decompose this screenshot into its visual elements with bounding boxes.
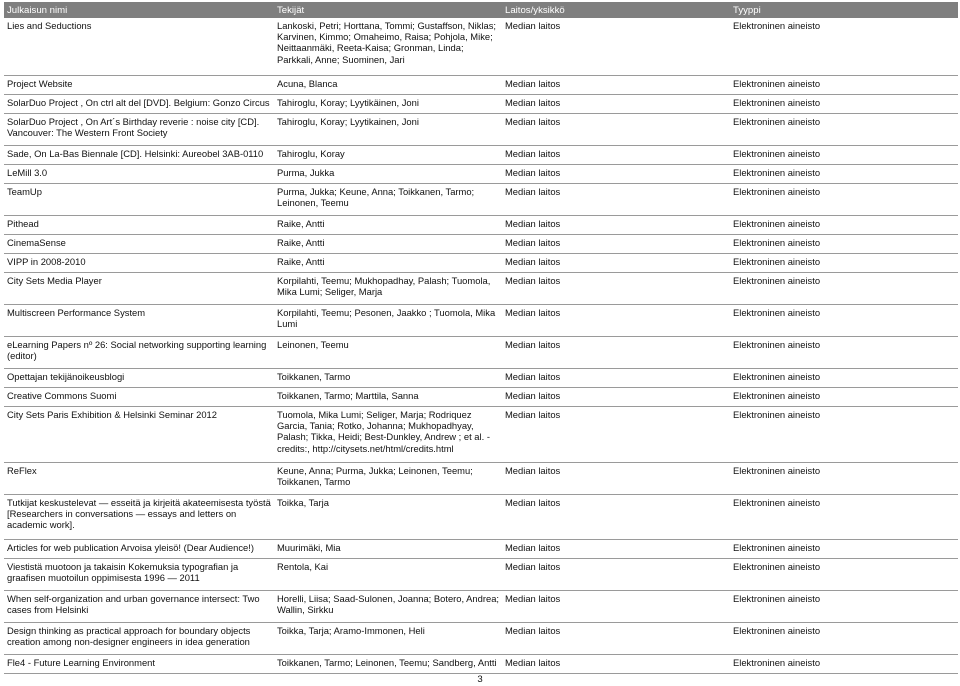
cell-type: Elektroninen aineisto [730,495,958,540]
table-row [4,216,958,235]
cell-authors: Acuna, Blanca [274,76,502,95]
table-row [4,146,958,165]
header-unit: Laitos/yksikkö [502,2,730,18]
cell-title: SolarDuo Project , On Art´s Birthday reverie : noise city [CD]. Vancouver: The Western Front Society [4,114,274,146]
cell-type: Elektroninen aineisto [730,623,958,655]
cell-type: Elektroninen aineisto [730,114,958,146]
cell-unit: Median laitos [502,235,730,254]
cell-authors: Toikkanen, Tarmo; Leinonen, Teemu; Sandberg, Antti [274,655,502,674]
table-row [4,540,958,559]
cell-title: City Sets Paris Exhibition & Helsinki Seminar 2012 [4,407,274,463]
cell-type: Elektroninen aineisto [730,591,958,623]
cell-unit: Median laitos [502,184,730,216]
cell-unit: Median laitos [502,18,730,76]
table-row [4,388,958,407]
cell-type: Elektroninen aineisto [730,146,958,165]
table-row [4,305,958,337]
table-row [4,273,958,305]
cell-type: Elektroninen aineisto [730,76,958,95]
cell-type: Elektroninen aineisto [730,95,958,114]
cell-unit: Median laitos [502,95,730,114]
table-row [4,235,958,254]
cell-authors: Horelli, Liisa; Saad-Sulonen, Joanna; Botero, Andrea; Wallin, Sirkku [274,591,502,623]
cell-authors: Lankoski, Petri; Horttana, Tommi; Gustaffson, Niklas; Karvinen, Kimmo; Omaheimo, Raisa; Pohjola, Mike; Neittaanmäki, Reeta-Kaisa; Gronman, Linda; Parkkali, Anne; Suominen, Jari [274,18,502,76]
cell-unit: Median laitos [502,165,730,184]
table-row [4,559,958,591]
cell-title: SolarDuo Project , On ctrl alt del [DVD]. Belgium: Gonzo Circus [4,95,274,114]
table-header-row [4,2,958,18]
header-type: Tyyppi [730,2,958,18]
cell-authors: Keune, Anna; Purma, Jukka; Leinonen, Teemu; Toikkanen, Tarmo [274,463,502,495]
cell-title: LeMill 3.0 [4,165,274,184]
cell-type: Elektroninen aineisto [730,184,958,216]
cell-authors: Muurimäki, Mia [274,540,502,559]
cell-authors: Korpilahti, Teemu; Pesonen, Jaakko ; Tuomola, Mika Lumi [274,305,502,337]
table-row [4,495,958,540]
cell-unit: Median laitos [502,495,730,540]
cell-title: TeamUp [4,184,274,216]
cell-title: ReFlex [4,463,274,495]
cell-title: CinemaSense [4,235,274,254]
cell-authors: Tahiroglu, Koray; Lyytikainen, Joni [274,114,502,146]
table-row [4,337,958,369]
header-authors: Tekijät [274,2,502,18]
cell-unit: Median laitos [502,591,730,623]
table-body [4,18,958,674]
cell-authors: Toikkanen, Tarmo; Marttila, Sanna [274,388,502,407]
table-row [4,591,958,623]
cell-authors: Toikka, Tarja; Aramo-Immonen, Heli [274,623,502,655]
cell-authors: Korpilahti, Teemu; Mukhopadhay, Palash; Tuomola, Mika Lumi; Seliger, Marja [274,273,502,305]
cell-unit: Median laitos [502,540,730,559]
cell-unit: Median laitos [502,407,730,463]
publications-table [4,2,958,674]
cell-title: Sade, On La-Bas Biennale [CD]. Helsinki: Aureobel 3AB-0110 [4,146,274,165]
cell-authors: Purma, Jukka; Keune, Anna; Toikkanen, Tarmo; Leinonen, Teemu [274,184,502,216]
table-row [4,76,958,95]
cell-authors: Purma, Jukka [274,165,502,184]
cell-type: Elektroninen aineisto [730,407,958,463]
cell-type: Elektroninen aineisto [730,388,958,407]
table-row [4,463,958,495]
cell-unit: Median laitos [502,388,730,407]
table-row [4,18,958,76]
cell-unit: Median laitos [502,76,730,95]
cell-title: Creative Commons Suomi [4,388,274,407]
cell-type: Elektroninen aineisto [730,254,958,273]
cell-title: Pithead [4,216,274,235]
table-row [4,369,958,388]
cell-type: Elektroninen aineisto [730,305,958,337]
cell-authors: Rentola, Kai [274,559,502,591]
cell-type: Elektroninen aineisto [730,540,958,559]
cell-type: Elektroninen aineisto [730,337,958,369]
cell-title: Articles for web publication Arvoisa yleisö! (Dear Audience!) [4,540,274,559]
cell-title: Fle4 - Future Learning Environment [4,655,274,674]
cell-unit: Median laitos [502,369,730,388]
cell-authors: Raike, Antti [274,235,502,254]
table-row [4,623,958,655]
cell-authors: Raike, Antti [274,254,502,273]
table-row [4,407,958,463]
cell-type: Elektroninen aineisto [730,273,958,305]
table-row [4,254,958,273]
cell-unit: Median laitos [502,463,730,495]
table-row [4,184,958,216]
cell-type: Elektroninen aineisto [730,559,958,591]
cell-type: Elektroninen aineisto [730,165,958,184]
cell-title: eLearning Papers nº 26: Social networking supporting learning (editor) [4,337,274,369]
cell-unit: Median laitos [502,305,730,337]
cell-title: When self-organization and urban governance intersect: Two cases from Helsinki [4,591,274,623]
cell-authors: Leinonen, Teemu [274,337,502,369]
cell-type: Elektroninen aineisto [730,369,958,388]
cell-type: Elektroninen aineisto [730,235,958,254]
cell-type: Elektroninen aineisto [730,216,958,235]
cell-authors: Toikkanen, Tarmo [274,369,502,388]
cell-unit: Median laitos [502,623,730,655]
cell-unit: Median laitos [502,559,730,591]
cell-title: City Sets Media Player [4,273,274,305]
cell-unit: Median laitos [502,655,730,674]
cell-authors: Tahiroglu, Koray [274,146,502,165]
cell-unit: Median laitos [502,146,730,165]
cell-type: Elektroninen aineisto [730,463,958,495]
cell-type: Elektroninen aineisto [730,18,958,76]
cell-authors: Tuomola, Mika Lumi; Seliger, Marja; Rodriquez Garcia, Tania; Rotko, Johanna; Mukhopadhyay, Palash; Tikka, Heidi; Best-Dunkley, Andrew ; et al. - credits:, http://citysets.net/html/credits.html [274,407,502,463]
cell-title: Lies and Seductions [4,18,274,76]
cell-title: Opettajan tekijänoikeusblogi [4,369,274,388]
table-row [4,114,958,146]
cell-authors: Toikka, Tarja [274,495,502,540]
page-number: 3 [477,674,483,685]
cell-type: Elektroninen aineisto [730,655,958,674]
cell-authors: Tahiroglu, Koray; Lyytikäinen, Joni [274,95,502,114]
cell-unit: Median laitos [502,216,730,235]
cell-title: VIPP in 2008-2010 [4,254,274,273]
cell-title: Design thinking as practical approach for boundary objects creation among non-designer engineers in idea generation [4,623,274,655]
header-title: Julkaisun nimi [4,2,274,18]
cell-title: Project Website [4,76,274,95]
cell-title: Multiscreen Performance System [4,305,274,337]
table-row [4,95,958,114]
cell-unit: Median laitos [502,273,730,305]
cell-unit: Median laitos [502,254,730,273]
cell-authors: Raike, Antti [274,216,502,235]
cell-unit: Median laitos [502,337,730,369]
cell-unit: Median laitos [502,114,730,146]
table-row [4,655,958,674]
cell-title: Viestistä muotoon ja takaisin Kokemuksia typografian ja graafisen muotoilun oppimisesta 1996 — 2011 [4,559,274,591]
cell-title: Tutkijat keskustelevat — esseitä ja kirjeitä akateemisesta työstä [Researchers in conversations — essays and letters on academic work]. [4,495,274,540]
table-row [4,165,958,184]
